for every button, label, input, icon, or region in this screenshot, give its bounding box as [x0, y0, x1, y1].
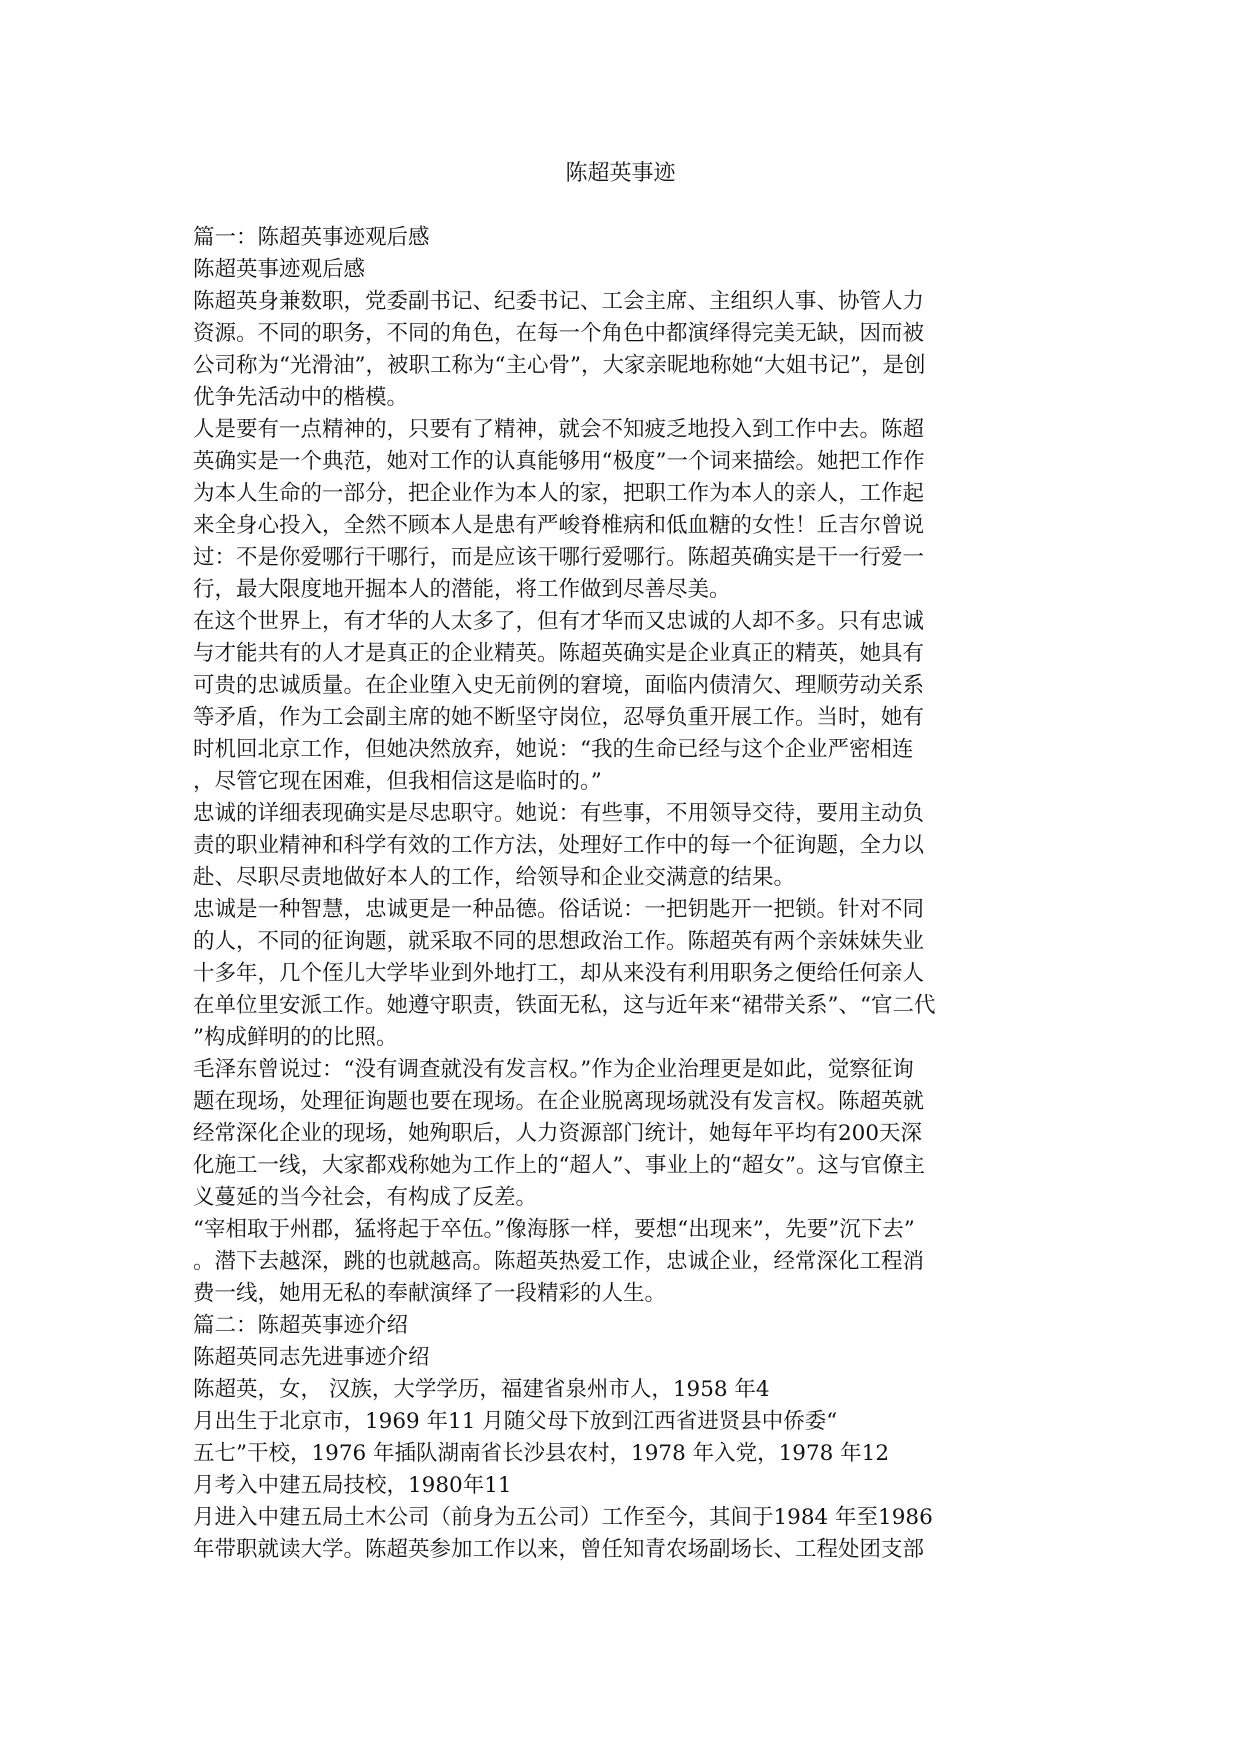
- text-line: 陈超英，女， 汉族，大学学历，福建省泉州市人，1958 年4: [193, 1377, 770, 1402]
- text-line: ”构成鲜明的的比照。: [193, 1025, 398, 1050]
- text-line: 为本人生命的一部分，把企业作为本人的家，把职工作为本人的亲人，工作起: [193, 481, 925, 506]
- text-line: 篇一：陈超英事迹观后感: [193, 225, 430, 250]
- text-line: 陈超英同志先进事迹介绍: [193, 1345, 430, 1370]
- text-line: 可贵的忠诚质量。在企业堕入史无前例的窘境，面临内债清欠、理顺劳动关系: [193, 673, 925, 698]
- text-line: 五七”干校，1976 年插队湖南省长沙县农村，1978 年入党，1978 年12: [193, 1441, 890, 1466]
- text-line: 年带职就读大学。陈超英参加工作以来，曾任知青农场副场长、工程处团支部: [193, 1537, 925, 1562]
- text-line: 月出生于北京市，1969 年11 月随父母下放到江西省进贤县中侨委“: [193, 1409, 838, 1434]
- text-line: 化施工一线，大家都戏称她为工作上的“超人”、事业上的“超女”。这与官僚主: [193, 1153, 925, 1178]
- text-line: 忠诚的详细表现确实是尽忠职守。她说：有些事，不用领导交待，要用主动负: [193, 801, 925, 826]
- text-line: 在这个世界上，有才华的人太多了，但有才华而又忠诚的人却不多。只有忠诚: [193, 609, 925, 634]
- text-line: 陈超英事迹观后感: [193, 257, 366, 282]
- text-line: 赴、尽职尽责地做好本人的工作，给领导和企业交满意的结果。: [193, 865, 796, 890]
- text-line: 的人，不同的征询题，就采取不同的思想政治工作。陈超英有两个亲妹妹失业: [193, 929, 925, 954]
- text-line: 陈超英身兼数职，党委副书记、纪委书记、工会主席、主组织人事、协管人力: [193, 289, 925, 314]
- text-line: 月考入中建五局技校，1980年11: [193, 1473, 512, 1498]
- text-line: 题在现场，处理征询题也要在现场。在企业脱离现场就没有发言权。陈超英就: [193, 1089, 925, 1114]
- text-line: 英确实是一个典范，她对工作的认真能够用“极度”一个词来描绘。她把工作作: [193, 449, 925, 474]
- text-line: 篇二：陈超英事迹介绍: [193, 1313, 409, 1338]
- text-line: 公司称为“光滑油”，被职工称为“主心骨”，大家亲昵地称她“大姐书记”，是创: [193, 353, 926, 378]
- text-line: 优争先活动中的楷模。: [193, 385, 409, 410]
- text-line: 义蔓延的当今社会，有构成了反差。: [193, 1185, 538, 1210]
- text-line: ，尽管它现在困难，但我相信这是临时的。”: [193, 769, 602, 794]
- document-body: [193, 222, 1073, 1566]
- text-line: 责的职业精神和科学有效的工作方法，处理好工作中的每一个征询题，全力以: [193, 833, 925, 858]
- text-line: 人是要有一点精神的，只要有了精神，就会不知疲乏地投入到工作中去。陈超: [193, 417, 925, 442]
- text-line: 忠诚是一种智慧，忠诚更是一种品德。俗话说：一把钥匙开一把锁。针对不同: [193, 897, 925, 922]
- text-line: 毛泽东曾说过：“没有调查就没有发言权。”作为企业治理更是如此，觉察征询: [193, 1057, 914, 1082]
- text-line: 行，最大限度地开掘本人的潜能，将工作做到尽善尽美。: [193, 577, 731, 602]
- text-line: 经常深化企业的现场，她殉职后，人力资源部门统计，她每年平均有200天深: [193, 1121, 923, 1146]
- text-line: 在单位里安派工作。她遵守职责，铁面无私，这与近年来“裙带关系”、“官二代: [193, 993, 936, 1018]
- text-line: 月进入中建五局土木公司（前身为五公司）工作至今，其间于1984 年至1986: [193, 1505, 933, 1530]
- text-line: 时机回北京工作，但她决然放弃，她说：“我的生命已经与这个企业严密相连: [193, 737, 914, 762]
- text-line: 资源。不同的职务，不同的角色，在每一个角色中都演绎得完美无缺，因而被: [193, 321, 925, 346]
- text-line: 过：不是你爱哪行干哪行，而是应该干哪行爱哪行。陈超英确实是干一行爱一: [193, 545, 925, 570]
- text-line: 十多年，几个侄儿大学毕业到外地打工，却从来没有利用职务之便给任何亲人: [193, 961, 925, 986]
- text-line: 费一线，她用无私的奉献演绎了一段精彩的人生。: [193, 1281, 667, 1306]
- text-line: 等矛盾，作为工会副主席的她不断坚守岗位，忍辱负重开展工作。当时，她有: [193, 705, 925, 730]
- text-line: “宰相取于州郡，猛将起于卒伍。”像海豚一样，要想“出现来”，先要”沉下去”: [193, 1217, 915, 1242]
- text-line: 与才能共有的人才是真正的企业精英。陈超英确实是企业真正的精英，她具有: [193, 641, 925, 666]
- text-line: 。潜下去越深，跳的也就越高。陈超英热爱工作，忠诚企业，经常深化工程消: [193, 1249, 925, 1274]
- text-line: 来全身心投入，全然不顾本人是患有严峻脊椎病和低血糖的女性！丘吉尔曾说: [193, 513, 925, 538]
- document-title: 陈超英事迹: [565, 161, 676, 186]
